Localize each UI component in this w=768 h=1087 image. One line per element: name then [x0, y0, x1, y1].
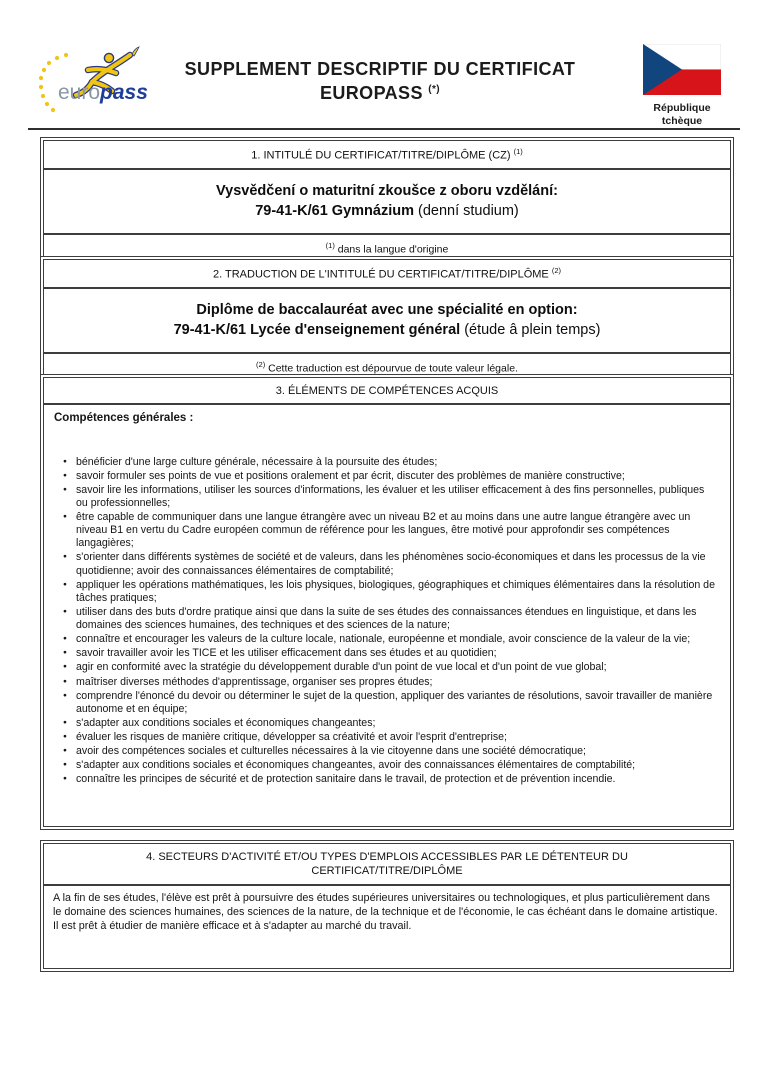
bullet-text: être capable de communiquer dans une langue étrangère avec un niveau B2 et au moins dans une autre langue étrangère avec un niveau B1 en vertu du Cadre européen commun de référence pour les langues, être motivé pour approfondir ses compétences langagières; [76, 511, 691, 550]
bullet-icon [63, 773, 67, 786]
title-line-1: SUPPLEMENT DESCRIPTIF DU CERTIFICAT [184, 59, 576, 79]
bullet-item [54, 773, 718, 786]
bullet-text: connaître et encourager les valeurs de la culture locale, nationale, européenne et mondiale, avoir conscience de la valeur de la vie; [76, 633, 691, 646]
flag-caption-line-2: tchèque [661, 114, 703, 127]
bullet-text: s'adapter aux conditions sociales et économiques changeantes, avoir des connaissances élémentaires de comptabilité; [76, 759, 636, 772]
bullet-item [54, 717, 718, 730]
bullet-icon [63, 456, 67, 469]
section-1-header: 1. INTITULÉ DU CERTIFICAT/TITRE/DIPLÔME (CZ) $^{(1)}$ [44, 141, 730, 170]
bullet-text: comprendre l'énoncé du devoir ou déterminer le sujet de la question, appliquer des variantes de résolutions, savoir travailler de manière autonome et en équipe; [76, 689, 713, 715]
section-intitule-certificat [40, 137, 734, 264]
bullet-icon [63, 690, 67, 703]
bullet-text: savoir formuler ses points de vue et positions oralement et par écrit, discuter des problèmes de manière constructive; [76, 469, 625, 482]
bullet-item [54, 647, 718, 660]
bullet-item [54, 690, 718, 716]
certificate-title-translated-line-1: Diplôme de baccalauréat avec une spécialité en option: [196, 301, 578, 318]
bullet-text: savoir travailler avoir les TICE et les utiliser efficacement dans ses études et au quotidien; [76, 647, 497, 660]
bullet-item [54, 456, 718, 469]
bullet-item [54, 633, 718, 646]
section-2-header-sup: (2) [551, 266, 562, 275]
bullet-text: s'orienter dans différents systèmes de société et de valeurs, dans les phénomènes socio-économiques et dans les processus de la vie quotidienne; avoir des connaissances élémentaires de comptabilité; [76, 551, 706, 577]
section-3-header: 3. ÉLÉMENTS DE COMPÉTENCES ACQUIS [44, 378, 730, 405]
section-1-content [44, 170, 730, 233]
bullet-icon [63, 484, 67, 497]
country-flag-block [630, 44, 734, 127]
certificate-title-translated-line-2: 79-41-K/61 Lycée d'enseignement général (étude â plein temps) [173, 321, 601, 338]
bullet-item [54, 511, 718, 550]
section-secteurs-activite [40, 840, 734, 972]
bullet-icon [63, 633, 67, 646]
europass-wordmark [58, 82, 148, 103]
bullet-icon [63, 551, 67, 564]
flag-caption-line-1: République [653, 102, 711, 114]
czech-flag-icon [643, 44, 721, 95]
europass-logo [36, 46, 162, 116]
page-title [150, 57, 610, 106]
bullet-text: savoir lire les informations, utiliser les sources d'informations, les évaluer et les utiliser efficacement à des fins personnelles, publiques ou professionnelles; [76, 483, 705, 509]
bullet-text: connaître les principes de sécurité et de protection sanitaire dans le travail, de protection et de prévention incendie. [76, 773, 616, 786]
bullet-text: bénéficier d'une large culture générale, nécessaire à la poursuite des études; [76, 455, 438, 468]
bullet-item [54, 470, 718, 483]
header-divider [28, 128, 740, 130]
section-4-content: A la fin de ses études, l'élève est prêt à poursuivre des études supérieures universitaires ou technologiques, et plus particulièrement dans le domaine des sciences humaines, des sciences de la nature, de la technique et de l'économie, le cas échéant dans le domaine artistique. Il est prêt à étudier de manière efficace et à s'adapter au marché du travail. [53, 891, 718, 933]
section-traduction-intitule [40, 256, 734, 383]
bullet-item [54, 661, 718, 674]
bullet-text: agir en conformité avec la stratégie du développement durable d'un point de vue local et d'un point de vue global; [76, 661, 607, 674]
bullet-text: appliquer les opérations mathématiques, les lois physiques, biologiques, géographiques et chimiques élémentaires dans la résolution de tâches pratiques; [76, 578, 715, 604]
bullet-item [54, 745, 718, 758]
logo-euro-text: euro [58, 81, 101, 104]
bullet-icon [63, 511, 67, 524]
certificate-title-original-line-1: Vysvědčení o maturitní zkoušce z oboru vzdělání: [216, 182, 558, 199]
logo-pass-text: pass [100, 81, 148, 104]
section-2-footnote: $^{(2)}$ Cette traduction est dépourvue de toute valeur légale. [44, 352, 730, 380]
section-2-content [44, 289, 730, 352]
bullet-item [54, 676, 718, 689]
bullet-icon [63, 579, 67, 592]
section-elements-competences [40, 374, 734, 830]
bullet-icon [63, 676, 67, 689]
competences-generales-label: Compétences générales : [54, 412, 194, 425]
section-1-header-sup: (1) [513, 147, 523, 156]
bullet-text: évaluer les risques de manière critique, développer sa créativité et avoir l'esprit d'entreprise; [76, 731, 507, 744]
bullet-item [54, 484, 718, 510]
competences-bullet-list [54, 456, 718, 787]
bullet-text: avoir des compétences sociales et culturelles nécessaires à la vie citoyenne dans une société démocratique; [76, 745, 586, 758]
bullet-item [54, 731, 718, 744]
bullet-icon [63, 647, 67, 660]
bullet-icon [63, 717, 67, 730]
certificate-title-original-line-2: 79-41-K/61 Gymnázium (denní studium) [255, 202, 519, 219]
section-4-header: 4. SECTEURS D'ACTIVITÉ ET/OU TYPES D'EMPLOIS ACCESSIBLES PAR LE DÉTENTEUR DU CERTIFICAT/TITRE/DIPLÔME [44, 844, 730, 886]
section-3-content [44, 405, 730, 793]
bullet-text: s'adapter aux conditions sociales et économiques changeantes; [76, 716, 376, 729]
bullet-icon [63, 731, 67, 744]
bullet-item [54, 551, 718, 577]
bullet-icon [63, 470, 67, 483]
bullet-icon [63, 759, 67, 772]
bullet-item [54, 579, 718, 605]
title-asterisk-sup: (*) [428, 84, 441, 96]
bullet-text: utiliser dans des buts d'ordre pratique ainsi que dans la suite de ses études des connaissances étendues en linguistique, et dans les domaines des sciences humaines, des techniques et des sciences de la nature; [76, 605, 697, 632]
section-1-footnote: $^{(1)}$ dans la langue d'origine [44, 233, 730, 261]
flag-caption [630, 102, 734, 127]
bullet-icon [63, 606, 67, 619]
bullet-text: maîtriser diverses méthodes d'apprentissage, organiser ses propres études; [76, 675, 433, 688]
bullet-icon [63, 661, 67, 674]
bullet-icon [63, 745, 67, 758]
bullet-item [54, 606, 718, 632]
bullet-item [54, 759, 718, 772]
title-line-2: EUROPASS (*) [319, 83, 441, 104]
section-2-header: 2. TRADUCTION DE L'INTITULÉ DU CERTIFICAT/TITRE/DIPLÔME $^{(2)}$ [44, 260, 730, 289]
